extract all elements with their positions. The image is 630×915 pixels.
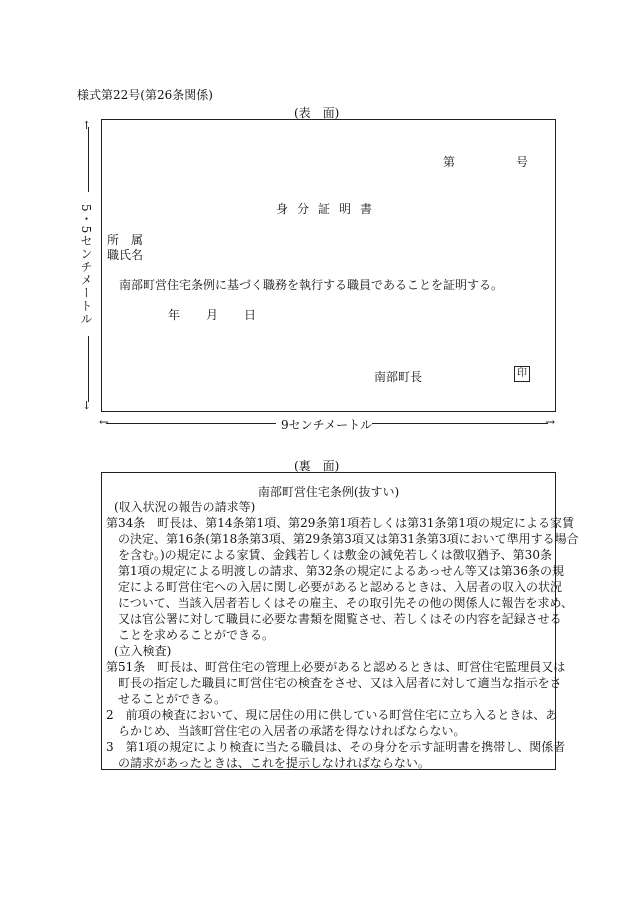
ordinance-line: の決定、第16条(第18条第3項、第29条第3項又は第31条第3項において準用する場合 [118, 532, 579, 546]
back-side-label: (裏 面) [294, 459, 340, 473]
ordinance-line: (立入検査) [114, 644, 172, 658]
width-dimension-label: 9センチメートル [281, 418, 373, 432]
ordinance-line: 町長の指定した職員に町営住宅の検査をさせ、又は入居者に対して適当な指示をさ [118, 676, 562, 690]
certificate-number-suffix: 号 [516, 155, 529, 169]
height-dimension-line-top [88, 127, 89, 192]
issuer-name: 南部町長 [374, 370, 423, 384]
ordinance-line: 第34条 町長は、第14条第1項、第29条第1項若しくは第31条第1項の規定による家賃 [106, 516, 574, 530]
ordinance-line: ことを求めることができる。 [118, 628, 275, 642]
arrow-left-icon: ← [99, 415, 110, 429]
arrow-up-icon: ↑ [82, 119, 92, 132]
name-label: 職氏名 [107, 248, 144, 262]
width-dimension-line-right [372, 423, 548, 424]
ordinance-line: せることができる。 [118, 692, 227, 706]
certificate-title: 身分証明書 [276, 202, 382, 216]
ordinance-line: 定による町営住宅への入居に関し必要があると認めるときは、入居者の収入の状況 [118, 580, 563, 594]
date-year-label: 年 [168, 308, 181, 322]
ordinance-line: を含む。)の規定による家賃、金銭若しくは敷金の減免若しくは徴収猶予、第30条 [118, 548, 552, 562]
affiliation-label: 所 属 [107, 233, 144, 247]
ordinance-excerpt-title: 南部町営住宅条例(抜すい) [257, 485, 400, 499]
arrow-down-icon: ↓ [82, 399, 92, 412]
height-dimension-label: 5・5センチメートル [79, 204, 93, 326]
ordinance-line: (収入状況の報告の請求等) [114, 500, 256, 514]
ordinance-line: 3 第1項の規定により検査に当たる職員は、その身分を示す証明書を携帯し、関係者 [106, 740, 566, 754]
ordinance-line: について、当該入居者若しくはその雇主、その取引先その他の関係人に報告を求め、 [118, 596, 574, 610]
front-side-label: (表 面) [294, 106, 340, 120]
certificate-front [101, 119, 556, 412]
ordinance-line: 第51条 町長は、町営住宅の管理上必要があると認めるときは、町営住宅監理員又は [106, 660, 566, 674]
ordinance-line: 2 前項の検査において、現に居住の用に供している町営住宅に立ち入るときは、あ [106, 708, 558, 722]
form-label: 様式第22号(第26条関係) [77, 88, 213, 102]
ordinance-line: 又は官公署に対して職員に必要な書類を閲覧させ、若しくはその内容を記録させる [118, 612, 562, 626]
width-dimension-line-left [106, 423, 276, 424]
ordinance-line: の請求があったときは、これを提示しなければならない。 [118, 756, 430, 770]
arrow-right-icon: → [545, 415, 556, 429]
ordinance-line: 第1項の規定による明渡しの請求、第32条の規定によるあっせん等又は第36条の規 [118, 564, 565, 578]
date-day-label: 日 [244, 308, 257, 322]
certificate-back [101, 472, 579, 770]
seal-mark: 印 [514, 366, 530, 382]
ordinance-line: らかじめ、当該町営住宅の入居者の承諾を得なければならない。 [118, 724, 466, 738]
certification-statement: 南部町営住宅条例に基づく職務を執行する職員であることを証明する。 [119, 278, 504, 292]
height-dimension-line-bottom [88, 336, 89, 402]
issue-date [168, 306, 256, 323]
date-month-label: 月 [206, 308, 219, 322]
certificate-number-prefix: 第 [443, 155, 456, 169]
